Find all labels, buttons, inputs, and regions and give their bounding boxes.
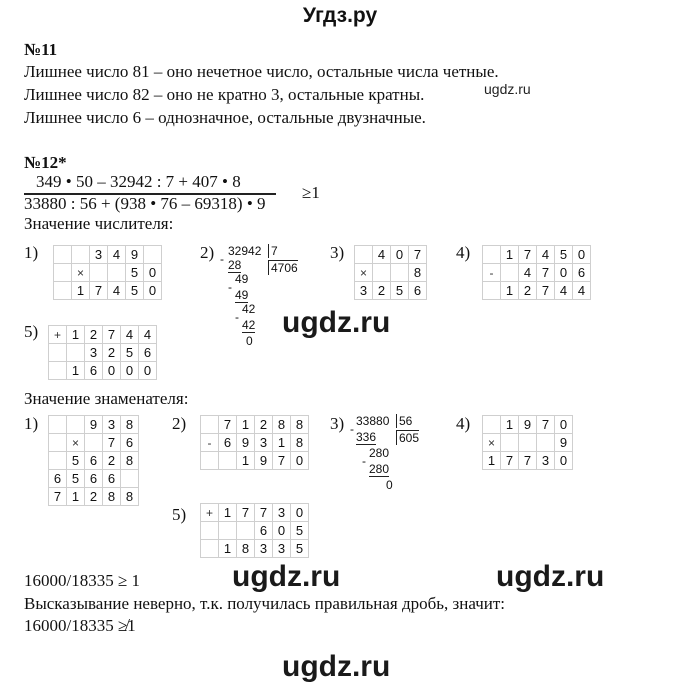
label-den-2: 2) [172,414,187,433]
calc-num-5: + 1 2 7 4 4 3 2 5 6 1 6 0 0 0 [48,325,157,380]
watermark-right: ugdz.ru [496,560,605,593]
calc-num-1: 3 4 9 × 5 0 1 7 4 5 0 [53,245,162,300]
result-line-1: 16000/18335 ≥ 1 [24,571,141,590]
denominator-title: Значение знаменателя: [24,389,189,408]
calc-num-4: 1 7 4 5 0 - 4 7 0 6 1 2 7 4 4 [482,245,591,300]
task11-line-1: Лишнее число 81 – оно нечетное число, остальные числа четные. [24,62,499,81]
task11-line-2: Лишнее число 82 – оно не кратно 3, остальные кратны. [24,85,425,104]
label-2: 2) [200,243,215,262]
watermark-left: ugdz.ru [232,560,341,593]
label-den-1: 1) [24,414,39,433]
calc-den-4: 1 9 7 0 × 9 1 7 7 3 0 [482,415,573,470]
label-5: 5) [24,322,39,341]
fraction-denominator: 33880 : 56 + (938 • 76 – 69318) • 9 [24,194,266,213]
task11-line-3: Лишнее число 6 – однозначное, остальные двузначные. [24,108,426,127]
fraction-numerator: 349 • 50 – 32942 : 7 + 407 • 8 [36,172,241,191]
result-line-2: 16000/18335 ≱1 [24,616,136,635]
compare-sign: ≥1 [302,183,320,202]
site-title: Угдз.ру [302,4,378,27]
watermark-small: ugdz.ru [484,81,531,97]
calc-num-2-division: 32942 7 4706 - 28 49 - 49 42 - 42 0 [220,244,298,348]
calc-num-3: 4 0 7 × 8 3 2 5 6 [354,245,427,300]
calc-den-2: 7 1 2 8 8 - 6 9 3 1 8 1 9 7 0 [200,415,309,470]
calc-den-5: + 1 7 7 3 0 6 0 5 1 8 3 3 5 [200,503,309,558]
label-den-4: 4) [456,414,471,433]
label-den-3: 3) [330,414,345,433]
label-3: 3) [330,243,345,262]
conclusion-text: Высказывание неверно, т.к. получилась правильная дробь, значит: [24,594,506,613]
calc-den-1: 9 3 8 × 7 6 5 6 2 8 6 5 6 6 7 1 2 8 8 [48,415,139,506]
watermark-center: ugdz.ru [282,306,391,339]
numerator-title: Значение числителя: [24,214,174,233]
task12-heading: №12* [24,153,67,172]
label-4: 4) [456,243,471,262]
label-1: 1) [24,243,39,262]
watermark-bottom: ugdz.ru [282,650,391,683]
task11-heading: №11 [24,40,58,59]
calc-den-3-division: 33880 56 605 - 336 280 - 280 0 [350,414,420,492]
label-den-5: 5) [172,505,187,524]
